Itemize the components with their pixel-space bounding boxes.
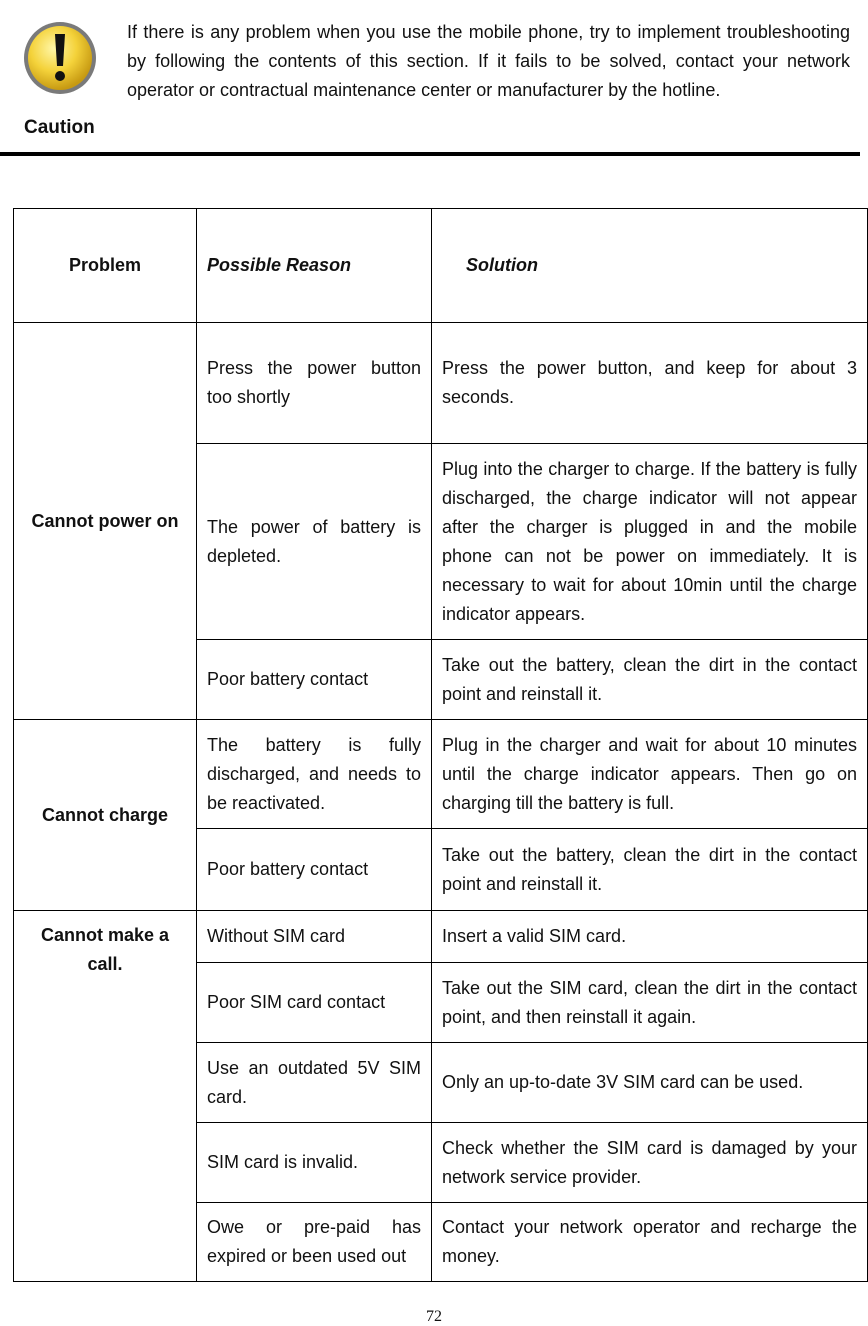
table-row (14, 323, 868, 444)
caution-block (0, 0, 860, 158)
reason-cell: Owe or pre-paid has expired or been used out (197, 1203, 432, 1282)
reason-cell: The battery is fully discharged, and needs to be reactivated. (197, 720, 432, 829)
solution-cell: Contact your network operator and recharge the money. (432, 1203, 868, 1282)
problem-cell: Cannot power on (14, 323, 197, 720)
page-number: 72 (426, 1308, 442, 1325)
solution-cell: Insert a valid SIM card. (432, 911, 868, 963)
solution-cell: Take out the SIM card, clean the dirt in the contact point, and then reinstall it again. (432, 963, 868, 1043)
reason-cell: SIM card is invalid. (197, 1123, 432, 1203)
reason-cell: Poor battery contact (197, 640, 432, 720)
table-row (14, 720, 868, 829)
header-problem: Problem (14, 209, 197, 323)
caution-label: Caution (24, 117, 95, 138)
reason-cell: The power of battery is depleted. (197, 444, 432, 640)
warning-exclamation-icon (22, 20, 98, 96)
solution-cell: Take out the battery, clean the dirt in the contact point and reinstall it. (432, 640, 868, 720)
solution-cell: Plug into the charger to charge. If the battery is fully discharged, the charge indicator will not appear after the charger is plugged in and the mobile phone can not be power on immediately. It is necessary to wait for about 10min until the charge indicator appears. (432, 444, 868, 640)
solution-cell: Take out the battery, clean the dirt in the contact point and reinstall it. (432, 829, 868, 911)
solution-cell: Check whether the SIM card is damaged by your network service provider. (432, 1123, 868, 1203)
reason-cell: Without SIM card (197, 911, 432, 963)
problem-cell: Cannot make a call. (14, 911, 197, 1282)
problem-cell: Cannot charge (14, 720, 197, 911)
troubleshooting-table (13, 208, 868, 1282)
table-header-row (14, 209, 868, 323)
header-solution: Solution (432, 209, 868, 323)
reason-cell: Use an outdated 5V SIM card. (197, 1043, 432, 1123)
reason-cell: Poor battery contact (197, 829, 432, 911)
reason-cell: Press the power button too shortly (197, 323, 432, 444)
solution-cell: Press the power button, and keep for about 3 seconds. (432, 323, 868, 444)
divider (0, 152, 860, 156)
solution-cell: Plug in the charger and wait for about 10 minutes until the charge indicator appears. Then go on charging till the battery is full. (432, 720, 868, 829)
header-possible-reason: Possible Reason (197, 209, 432, 323)
solution-cell: Only an up-to-date 3V SIM card can be used. (432, 1043, 868, 1123)
table-row (14, 911, 868, 963)
reason-cell: Poor SIM card contact (197, 963, 432, 1043)
caution-text: If there is any problem when you use the mobile phone, try to implement troubleshooting by following the contents of this section. If it fails to be solved, contact your network operator or contractual maintenance center or manufacturer by the hotline. (127, 22, 850, 100)
